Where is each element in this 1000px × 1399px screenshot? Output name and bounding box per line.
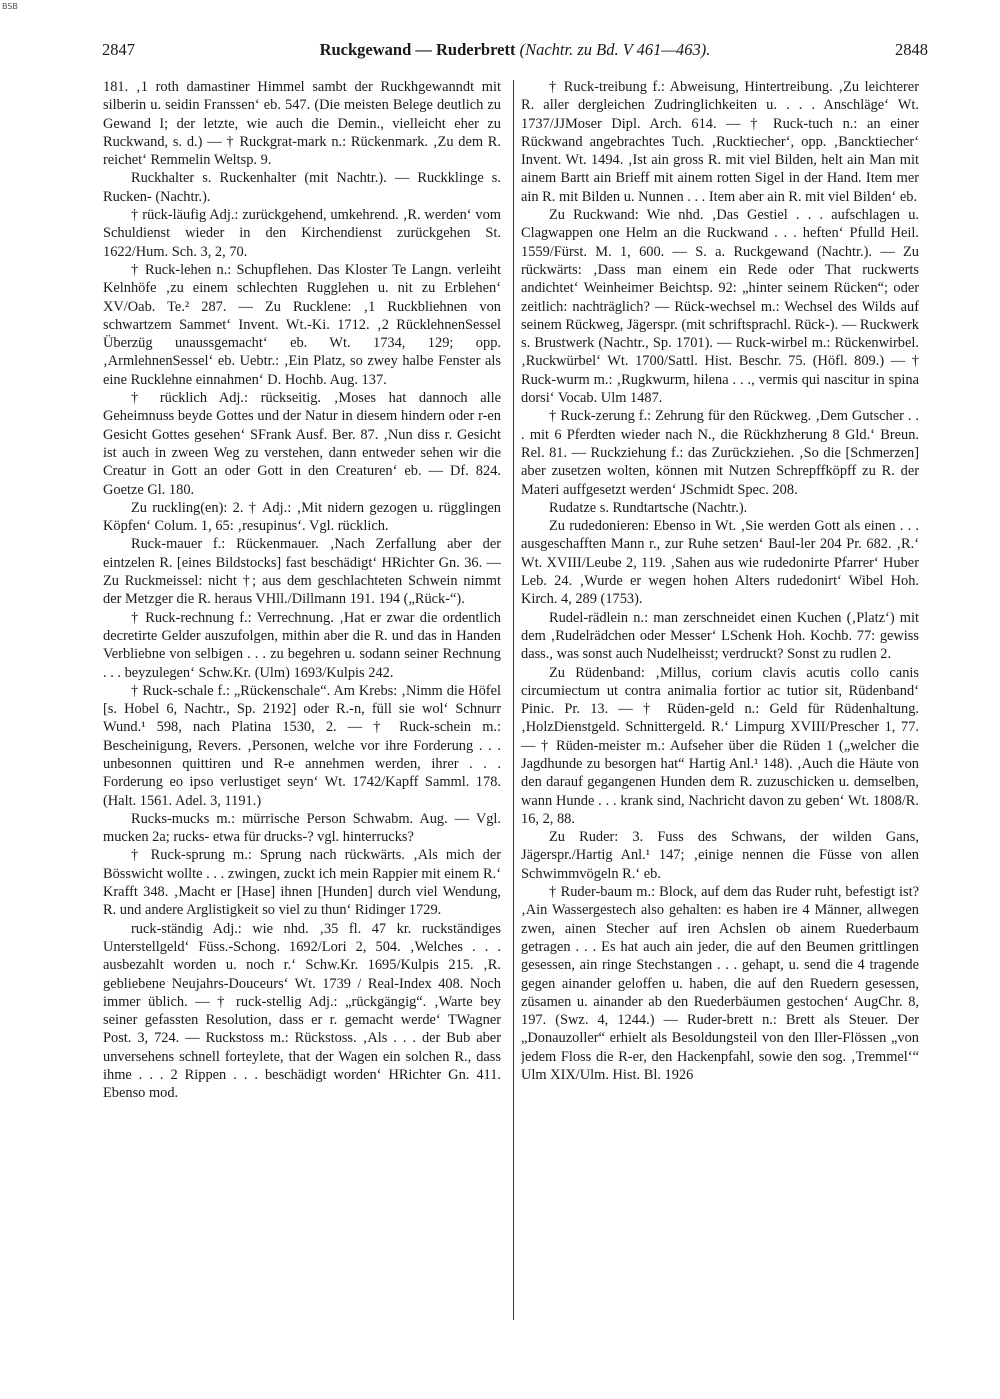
entry-paragraph: Ruckhalter s. Ruckenhalter (mit Nachtr.). — Ruckklinge s. Rucken- (Nachtr.).: [103, 170, 501, 205]
entry-paragraph: Zu Rüdenband: ‚Millus, corium clavis acutis collo canis circumiectum ut contra animalia fortior ac tutior sit, Rüdenband‘ Pinic. Pr. 13. — † Rüden-geld n.: Geld für Rüdenhaltung. ‚HolzDienstgeld. Schnittergeld. R.‘ Limpurg XVIII/Prescher 1, 77. — † Rüden-meister m.: Aufseher über die Rüden 1 („welcher die Jagdhunde zu besorgen hat“ Hartig Anl.¹ 148). ‚Auch die Häute von den darauf gegangenen Hunden dem R. zuzuschicken u. demselben, wann Hunde . . . krank sind, Nachricht davon zu geben‘ Wt. 1808/R. 16, 2, 88.: [521, 664, 919, 827]
entry-paragraph: Rudatze s. Rundtartsche (Nachtr.).: [549, 499, 748, 516]
page-number-left: 2847: [102, 40, 135, 59]
entry-paragraph: † Ruck-zerung f.: Zehrung für den Rückweg. ‚Dem Gutscher . . . mit 6 Pferdten wieder nach N., die Rückhzherung 8 Gld.‘ Breun. Rel. 81. — Ruckziehung f.: das Zurückziehen. ‚So die [Schmerzen] aber zusetzen wolten, können mit Nutzen Schrepffköpff zu R. der Materi auffgesetzt werden‘ JSchmidt Spec. 208.: [521, 408, 919, 498]
entry-paragraph: † Ruck-lehen n.: Schupflehen. Das Kloster Te Langn. verleiht Kelnhöfe ‚zu einem schlechten Rugglehen u. nit zu Erblehen‘ XV/Oab. Te.² 287. — Zu Rucklene: ‚1 Ruckbliehnen von schwartzem Sammet‘ Invent. Wt.-Ki. 1712. ‚2 RücklehnenSessel Überzüg unaussgemacht‘ eb. Wt. 1734, 129; opp. ‚ArmlehnenSessel‘ eb. Uebtr.: ‚Ein Platz, so zwey halbe Fenster als eine Rucklehne einnahmen‘ D. Hochb. Aug. 137.: [103, 261, 501, 388]
entry-paragraph: 181. ‚1 roth damastiner Himmel sambt der Ruckhgewanndt mit silberin u. seidin Franssen‘ eb. 547. (Die meisten Belege deutlich zu Gewand I; der letzte, wie auch die Demin., vielleicht eher zu Ruckwand, s. d.) — † Ruckgrat-mark n.: Rückenmark. ‚Zu dem R. reichet‘ Remmelin Weltsp. 9.: [103, 79, 501, 169]
entry-paragraph: Rucks-mucks m.: mürrische Person Schwabm. Aug. — Vgl. mucken 2a; rucks- etwa für drucks-? vgl. hinterrucks?: [103, 810, 501, 846]
library-stamp: BSB: [2, 2, 18, 11]
entry-paragraph: † Ruck-sprung m.: Sprung nach rückwärts. ‚Als mich der Bösswicht wollte . . . zwingen, zuckt ich mein Rappier mit einem R.‘ Krafft 348. ‚Macht er [Hase] ihnen [Hunden] durch viel Wendung, R. und andere Arglistigkeit so viel zu thun‘ Ridinger 1729.: [103, 847, 501, 919]
entry-paragraph: Zu ruckling(en): 2. † Adj.: ‚Mit nidern gezogen u. rügglingen Köpfen‘ Colum. 1, 65: ‚resupinus‘. Vgl. rücklich.: [103, 499, 501, 535]
entry-paragraph: † Ruck-treibung f.: Abweisung, Hintertreibung. ‚Zu leichterer R. aller dergleichen Zudringlichkeiten u. . . . Anschläge‘ Wt. 1737/JJMoser Dipl. Arch. 614. — † Ruck-tuch n.: an einer Rückwand angebrachtes Tuch. ‚Rucktiecher‘, opp. ‚Bancktiecher‘ Invent. Wt. 1494. ‚Ist ain gross R. mit viel Bilden, helt ain Man mit ainem Bartt ain Brieff mit ainem rotten Sigel in der Hand. Item mer ain R. mit Bilden u. Nunnen . . . Item aber ain R. mit viel Bilden‘ eb.: [521, 79, 919, 205]
entry-paragraph: † Ruck-schale f.: „Rückenschale“. Am Krebs: ‚Nimm die Höfel [s. Hobel 6, Nachtr., Sp. 2192] oder R.-n, füll sie wol‘ Schnurr Wund.¹ 598, nach Platina 1530, 2. — † Ruck-schein m.: Bescheinigung, Revers. ‚Personen, welche vor ihre Forderung . . . unbesonnen quittiren und R-e annehmen werden, ihrer . . . Forderung eo ipso verlustiget seyn‘ Wt. 1742/Kapff Samml. 178. (Halt. 1561. Adel. 3, 1191.): [103, 682, 501, 809]
entry-paragraph: † Ruder-baum m.: Block, auf dem das Ruder ruht, befestigt ist? ‚Ain Wassergestech also gehalten: es haben ire 4 Männer, allwegen zwen, ainen Stecher auf iren Achslen ob ainem Ruederbaum getragen . . . Es hat auch ain jeder, die auf den Beumen grittlingen gesessen, ain ringe Stechstangen . . . gehapt, u. send die 4 tragende gegen ainander geloffen u. haben, die auf den Ruedern gesessen, züsamen u. ainander ab den Ruederbäumen gestochen‘ AugChr. 8, 197. (Swz. 4, 1244.) — Ruder-brett n.: Brett als Steuer. Der „Donauzoller“ erhielt als Besoldungsteil von den Iller-Flössen „von jedem Floss die R-er, den Hackenpfahl, sowie den sog. ‚Tremmel‘“ Ulm XIX/Ulm. Hist. Bl. 1926: [521, 884, 919, 1084]
entry-paragraph: Zu Ruckwand: Wie nhd. ‚Das Gestiel . . . aufschlagen u. Clagwappen one Helm an die Ruckwand . . . heften‘ Pfulld Heil. 1559/Fürst. M. 1, 600. — S. a. Ruckgewand (Nachtr.). — Zu rückwärts: ‚Dass man einem ein Rede oder That ruckwerts andichtet‘ Weinheimer Beichtsp. 92: „hinter seinem Rücken“; oder zeitlich: nachträglich? — Rück-wechsel m.: Wechsel des Wilds auf seinem Rückweg, Jägerspr. (mit schriftsprachl. Rück-). — Ruckwerk s. Brustwerk (Nachtr., Sp. 1701). — Ruck-wirbel m.: Rückenwirbel. ‚Ruckwürbel‘ Wt. 1700/Sattl. Hist. Beschr. 75. (Höfl. 809.) — † Ruck-wurm m.: ‚Rugkwurm, hilena . . ., vermis qui nascitur in spina dorsi‘ Vocab. Ulm 1487.: [521, 207, 919, 407]
entry-paragraph: Rudel-rädlein n.: man zerschneidet einen Kuchen (‚Platz‘) mit dem ‚Rudelrädchen oder Messer‘ LSchenk Hoh. Kochb. 77: gewiss dass., was sonst auch Nudelheisst; verdruckt? Sonst zu rudlen 2.: [521, 609, 919, 663]
entry-paragraph: Zu rudedonieren: Ebenso in Wt. ‚Sie werden Gott als einen . . . ausgeschafften Mann r., zur Ruhe setzen‘ Baul-ler 204 Pr. 682. ‚R.‘ Wt. XVIII/Leube 2, 119. ‚Sahen aus wie rudedonirte Pfarrer‘ Huber Leb. 24. ‚Wurde er wegen hohen Alters rudedonirt‘ Wibel Hoh. Kirch. 4, 289 (1753).: [521, 518, 919, 608]
running-title: [102, 40, 928, 60]
left-column: [103, 78, 501, 1396]
entry-paragraph: † rücklich Adj.: rückseitig. ‚Moses hat dannoch alle Geheimnuss beyde Gottes und der Natur in diesem hindern oder r-en Gesicht Gottes gesehen‘ SFrank Ausf. Ber. 87. ‚Nun diss r. Gesicht ist auch in zween Weg zu verstehen, dann entweder sehen wir die Creatur in Gott an oder Gott in den Creaturen‘ eb. — Df. 824. Goetze Gl. 180.: [103, 390, 501, 498]
page-number-right: 2848: [895, 40, 928, 59]
entry-paragraph: ruck-ständig Adj.: wie nhd. ‚35 fl. 47 kr. ruckständiges Unterstellgeld‘ Füss.-Schong. 1692/Lori 2, 504. ‚Welches . . . ausbezahlt worden u. noch r.‘ Schw.Kr. 1695/Kulpis 215. ‚R. gebliebene Neujahrs-Douceurs‘ Wt. 1739 / Real-Index 408. Noch immer üblich. — † ruck-stellig Adj.: „rückgängig“. ‚Warte bey seiner gefassten Resolution, dass er r. gemacht werde‘ TWagner Post. 3, 724. — Ruckstoss m.: Rückstoss. ‚Als . . . der Bub aber unversehens schnell forteylete, that der Wagen ein solchen R., dass ihme . . . 2 Rippen . . . beschädigt worden‘ HRichter Gn. 411. Ebenso mod.: [103, 920, 501, 1102]
running-title-note: (Nachtr. zu Bd. V 461—463).: [519, 40, 711, 59]
column-divider: [513, 80, 514, 1320]
entry-paragraph: Zu Ruder: 3. Fuss des Schwans, der wilden Gans, Jägerspr./Hartig Anl.¹ 147; ‚einige nennen die Füsse von allen Schwimmvögeln R.‘ eb.: [521, 829, 919, 882]
entry-paragraph: † Ruck-rechnung f.: Verrechnung. ‚Hat er zwar die ordentlich decretirte Gelder auszufolgen, mithin aber die R. und das in Handen Verbliebne von selbigen . . . zu begehren u. sodann seiner Rechnung . . . beyzulegen‘ Schw.Kr. (Ulm) 1693/Kulpis 242.: [103, 609, 501, 681]
entry-paragraph: † rück-läufig Adj.: zurückgehend, umkehrend. ‚R. werden‘ vom Schuldienst wieder in den Kirchendienst zurückgehen St. 1622/Hum. Sch. 3, 2, 70.: [103, 207, 501, 260]
page-header: [102, 40, 928, 68]
running-title-main: Ruckgewand — Ruderbrett: [319, 40, 516, 59]
right-column: [521, 78, 919, 1396]
entry-paragraph: Ruck-mauer f.: Rückenmauer. ‚Nach Zerfallung aber der eintzelen R. [eines Bildstocks] fast beschädigt‘ HRichter Gn. 36. — Zu Ruckmeissel: nicht †; aus dem geschlachteten Schwein nimmt der Metzger die R. heraus VHll./Dillmann 191. 194 („Rück-“).: [103, 536, 501, 608]
